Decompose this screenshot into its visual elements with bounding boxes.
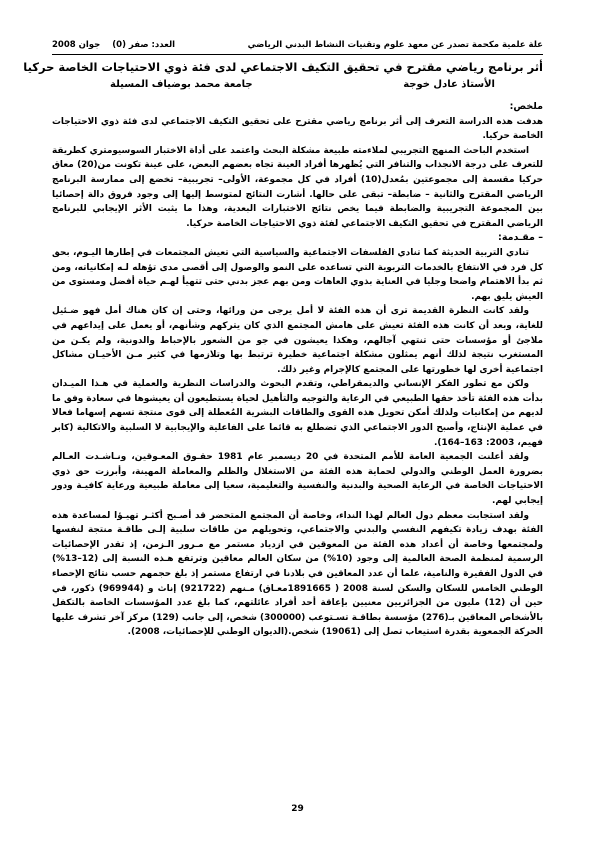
author-affiliation: جامعة محمد بوضياف المسيلة [110, 79, 253, 90]
running-header [52, 40, 543, 50]
issue-date: جوان 2008 [52, 40, 101, 50]
intro-heading: – مقـدمة: [498, 232, 543, 244]
abstract-heading: ملخص: [509, 101, 543, 112]
intro-paragraph: ولكن مع تطور الفكر الإنساني والديمقراطي، وتقدم البحوث والدراسات النظرية والعملية في هـذا الميـدان بدأت هذه الفئة تأخذ حقها الطبيعي في الرعاية والتوجيه والتأهيل لحياة يستطيعون أن يعيشوها في سعادة وفق ما لديهم من إمكانيات ولذلك أمكن تحويل هذه القوى والطاقات البشرية المُعطلة إلى قوى منتجة تسهم إسهاما فعالا في عملية الإنتاج، وأصبح الدور الاجتماعي الذي تضطلع به قائما على الفاعلية والإيجابية لا السلبية والاتكالية (كابر فهيم، 2003: 163–164). [52, 379, 543, 448]
abstract-paragraph: هدفت هذه الدراسة التعرف إلى أثر برنامج رياضي مقترح على تحقيق التكيف الاجتماعي لدى فئة ذوي الاحتياجات الخاصة حركيا. [52, 116, 543, 142]
intro-paragraph: ولقد كانت النظرة القديمة ترى أن هذه الفئة لا أمل يرجى من ورائها، وحتى إن كان هناك أمل فهو ضـئيل للغاية، وبعد أن كانت هذه الفئة تعيش على هامش المجتمع الذي كان يتركهم وشأنهم، أو يعمل على إيداعهم في ملاجئ أو مؤسسات حتى تنتهي آجالهم، وهكذا يعيشون في جو من الشعور بالإحباط والدونية، ولم يكـن من المستغرب نتيجة لذلك أنهم يمثلون مشكلة اجتماعية خطيرة ترتبط بها وتلازمها في كثير مـن الأحيـان مشاكل اجتماعية أخرى لها خطورتها على المجتمع كالإجرام وغير ذلك. [52, 306, 543, 375]
issue-label: العدد: صفر (0) [112, 40, 176, 50]
article-title: أثر برنامج رياضي مقترح في تحقيق التكيف الاجتماعي لدى فئة ذوي الاحتياجات الخاصة حركيا [23, 60, 543, 74]
issue-info [52, 40, 175, 50]
author-line [110, 79, 495, 90]
intro-paragraph: ولقد استجابت معظم دول العالم لهذا النداء، وخاصة أن المجتمع المتحضر قد أصـبح أكثـر تهيـؤا لمساعدة هذه الفئة بهدف زيادة تكيفهم النفسي والبدني والاجتماعي، وتحويلهم من طاقات سلبية إلـى طاقـة منتجة لنفسها ولمجتمعها وخاصة أن أعداد هذه الفئة من المعوقين في ازدياد مستمر مع مـرور الـزمن، إذ تقدر الإحصائيات الرسمية لمنظمة الصحة العالمية إلى وجود (10%) من سكان العالم معاقين وترتفع هـذه النسبة إلى (12–13%) في الدول الفقيرة والنامية، علما أن عدد المعاقين في بلادنا في ارتفاع مستمر إذ بلغ حجمهم حسب نتائج الإحصاء الوطني الخامس للسكان والسكن لسنة 2008 ( 1891665معـاق) مـنهم (921722) إناث و (969944) ذكور، في حين أن (12) مليون من الجزائريين معنيين بإعاقة أحد أفراد عائلتهم، كما بلغ عدد المؤسسات الخاصة بالتكفل بالأشخاص المعاقين بـ(276) مؤسسة بطاقـة تسـتوعب (300000) شخص، إلى جانب (129) مركز آخر تشرف عليها الحركة الجمعوية بقدرة استيعاب تصل إلى (19061) شخص.(الديوان الوطني للإحصائيات، 2008). [52, 510, 544, 638]
abstract-paragraph: استخدم الباحث المنهج التجريبي لملاءمته طبيعة مشكلة البحث واعتمد على أداة الاختبار السوسيومتري كطريقة للتعرف على درجة الانجذاب والتنافر التي يُظهرها أفراد العينة تجاه بعضهم البعض، على عينة تكونت من(20) معاق حركيا مقسمة إلى مجموعتين بمُعدل(10) أفراد في كل مجموعة، الأولى– تجريبية– تخضع إلى ممارسة البرنامج الرياضي المقترح والثانية – ضابطة– تبقى على حالها. أشارت النتائج لمتوسط إليها إلى وجود فروق دالة إحصائيا بين المجموعة التجريبية والضابطة فيما يخص نتائج الاختبارات البعدية، وهذا ما يثبت الأثر الإيجابي للبرنامج الرياضي المقترح في تحقيق التكيف الاجتماعي لفئة ذوي الاحتياجات الخاصة حركيا. [52, 145, 544, 229]
journal-name: علة علمية مكحمة تصدر عن معهد علوم وتقنيات النشاط البدني الرياضي [247, 40, 543, 50]
intro-paragraph: ولقد أعلنت الجمعية العامة للأمم المتحدة في 20 ديسمبر عام 1981 حقـوق المعـوقين، ونـاشـدت العـالم بضرورة العمل الوطني والدولي لحماية هذه الفئة من الاستغلال والظلم والمعاملة المهينة، وأبرزت حق ذوي الاحتياجات الخاصة في الرعاية الصحية والبدنية والنفسية والتعليمية، سعيا إلى معاملة طبيعية ورعاية كافيـة ودور إيجابي لهم. [52, 452, 543, 507]
header-rule [52, 54, 543, 55]
page-number: 29 [291, 804, 304, 814]
author-name: الأستاذ عادل خوجة [403, 79, 495, 90]
intro-paragraph: تنادي التربية الحديثة كما تنادي الفلسفات الاجتماعية والسياسية التي تعيش المجتمعات في إطارها اليـوم، بحق كل فرد في الانتفاع بالخدمات التربوية التي تساعده على النمو والوصول إلى أقصى مدى تؤهله لـه إمكانياته، ومن ثم بدأ الاهتمام واضحا وجليا في العناية بذوي العاهات ومن بهم عجز بدني حتى تتهيأ لهـم حياة أفضل ومستوى من العيش يليق بهم. [52, 247, 543, 302]
article-body [52, 100, 543, 640]
